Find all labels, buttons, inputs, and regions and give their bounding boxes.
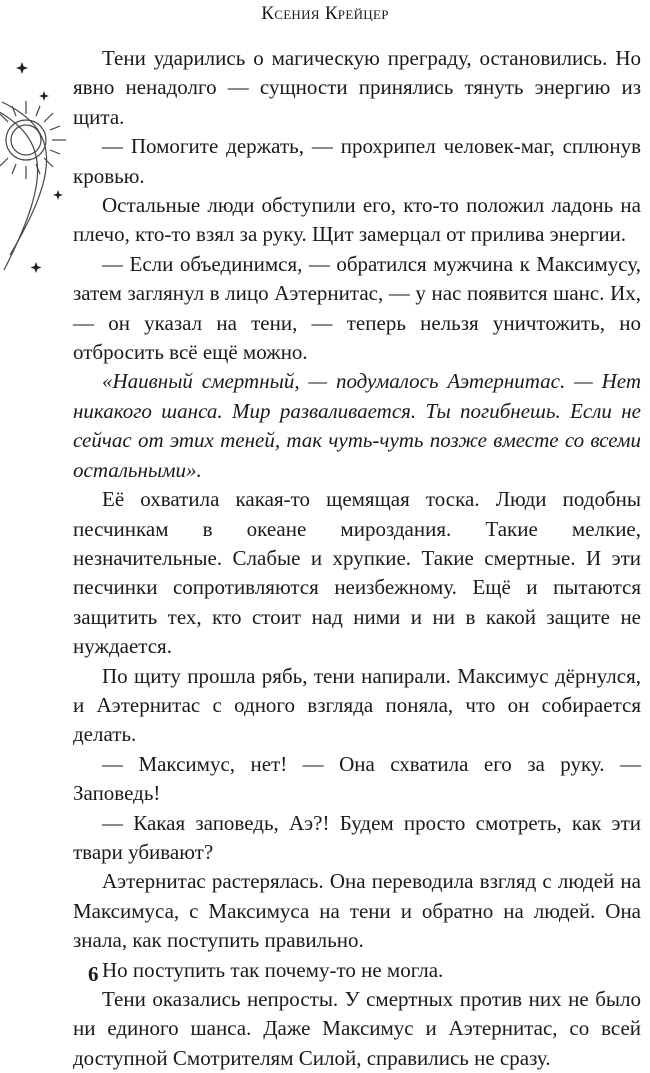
paragraph: По щиту прошла рябь, тени напирали. Максимус дёрнулся, и Аэтернитас с одного взгляда поняла, что он собирается делать. — [73, 663, 641, 747]
paragraph: — Помогите держать, — прохрипел человек-маг, сплюнув кровью. — [73, 134, 641, 188]
paragraph: Тени ударились о магическую преграду, остановились. Но явно ненадолго — сущности принялись тянуть энергию из щита. — [73, 46, 641, 129]
paragraph: Но поступить так почему-то не могла. — [102, 957, 444, 982]
paragraph-italic-thought: «Наивный смертный, — подумалось Аэтернитас. — Нет никакого шанса. Мир разваливается. Ты погибнешь. Если не сейчас от этих теней, так чуть-чуть позже вместе со всеми остальными». — [73, 369, 641, 482]
page-number: 6 — [88, 962, 99, 986]
paragraph: — Если объединимся, — обратился мужчина к Максимусу, затем заглянул в лицо Аэтернитас, — у нас появится шанс. Их, — он указал на тени, — теперь нельзя уничтожить, но отбросить всё ещё можно. — [73, 251, 641, 365]
paragraph: — Максимус, нет! — Она схватила его за руку. — Заповедь! — [73, 751, 641, 806]
paragraph: Аэтернитас растерялась. Она переводила взгляд с людей на Максимуса, с Максимуса на тени и обратно на людей. Она знала, как поступить правильно. — [73, 869, 641, 953]
paragraph: Остальные люди обступили его, кто-то положил ладонь на плечо, кто-то взял за руку. Щит замерцал от прилива энергии. — [73, 193, 641, 247]
paragraph: Её охватила какая-то щемящая тоска. Люди подобны песчинкам в океане мироздания. Такие мелкие, незначительные. Слабые и хрупкие. Такие смертные. И эти песчинки сопротивляются неизбежному. Ещё и пытаются защитить тех, кто стоит над ними и ни в какой защите не нуждается. — [73, 487, 641, 659]
sun-and-stars-ornament-icon — [0, 40, 70, 280]
paragraph: Тени оказались непросты. У смертных против них не было ни единого шанса. Даже Максимус и Аэтернитас, со всей доступной Смотрителям Силой, справились не сразу. — [73, 987, 641, 1070]
running-head: Ксения Крейцер — [261, 3, 389, 24]
paragraph: — Какая заповедь, Аэ?! Будем просто смотреть, как эти твари убивают? — [73, 810, 641, 864]
body-text — [73, 44, 641, 1073]
